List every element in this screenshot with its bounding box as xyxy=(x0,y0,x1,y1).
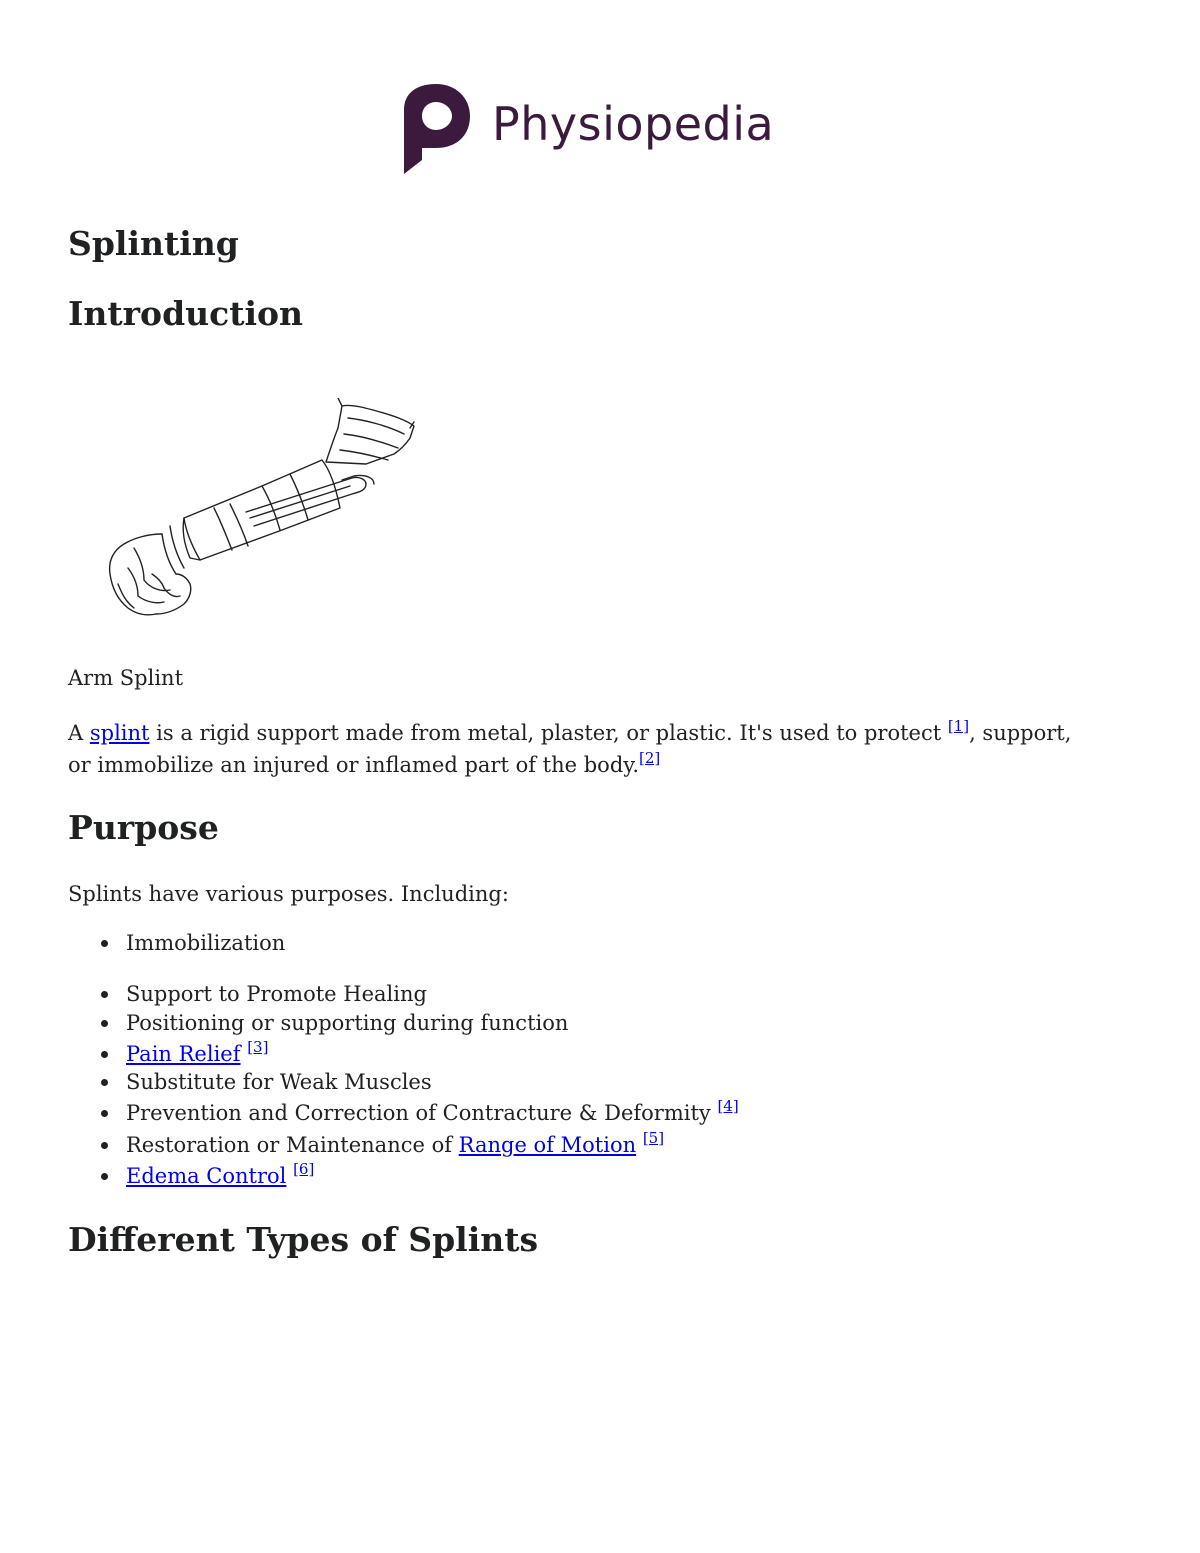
list-item xyxy=(68,979,427,1009)
heading-introduction: Introduction xyxy=(68,294,304,333)
intro-text-1: A xyxy=(68,721,90,745)
reference-6 xyxy=(293,1160,314,1178)
reference-1 xyxy=(948,717,969,735)
logo-wordmark: Physiopedia xyxy=(492,97,775,151)
purpose-intro: Splints have various purposes. Including: xyxy=(68,882,509,906)
intro-paragraph-line2 xyxy=(68,749,660,781)
reference-5-link[interactable]: [5] xyxy=(642,1129,665,1147)
reference-4 xyxy=(717,1097,738,1115)
page-title: Splinting xyxy=(68,224,239,263)
list-item xyxy=(68,1067,432,1097)
intro-text-3: , support, xyxy=(969,721,1072,745)
reference-2-link[interactable]: [2] xyxy=(639,749,661,767)
list-item xyxy=(68,1130,664,1160)
purpose-item-text: Restoration or Maintenance of xyxy=(126,1133,459,1157)
heading-different-types: Different Types of Splints xyxy=(68,1220,539,1259)
arm-splint-illustration[interactable] xyxy=(104,398,420,624)
physiopedia-logo-icon xyxy=(398,80,474,176)
heading-purpose: Purpose xyxy=(68,808,219,847)
physiopedia-logo[interactable] xyxy=(398,80,774,176)
purpose-item-text: Positioning or supporting during function xyxy=(126,1011,569,1035)
intro-text-4: or immobilize an injured or inflamed part of the body. xyxy=(68,753,640,777)
intro-paragraph xyxy=(68,717,1071,749)
edema-control-link[interactable]: Edema Control xyxy=(126,1164,287,1188)
splint-link[interactable]: splint xyxy=(89,721,150,745)
list-item xyxy=(68,1161,314,1191)
list-item xyxy=(68,1039,268,1069)
purpose-item-text: Immobilization xyxy=(126,931,286,955)
purpose-item-text: Substitute for Weak Muscles xyxy=(126,1070,432,1094)
reference-5 xyxy=(643,1129,664,1147)
list-item xyxy=(68,1008,568,1038)
reference-1-link[interactable]: [1] xyxy=(947,717,970,735)
list-item xyxy=(68,1098,739,1128)
purpose-item-text: Prevention and Correction of Contracture & Deformity xyxy=(126,1101,711,1125)
pain-relief-link[interactable]: Pain Relief xyxy=(126,1042,241,1066)
reference-4-link[interactable]: [4] xyxy=(717,1097,739,1115)
purpose-item-text: Support to Promote Healing xyxy=(126,982,427,1006)
reference-3 xyxy=(247,1038,268,1056)
reference-3-link[interactable]: [3] xyxy=(247,1038,269,1056)
reference-2 xyxy=(639,749,660,767)
list-item xyxy=(68,928,285,958)
figure-caption: Arm Splint xyxy=(68,666,184,690)
range-of-motion-link[interactable]: Range of Motion xyxy=(458,1133,637,1157)
reference-6-link[interactable]: [6] xyxy=(293,1160,315,1178)
intro-text-2: is a rigid support made from metal, plaster, or plastic. It's used to protect xyxy=(149,721,948,745)
